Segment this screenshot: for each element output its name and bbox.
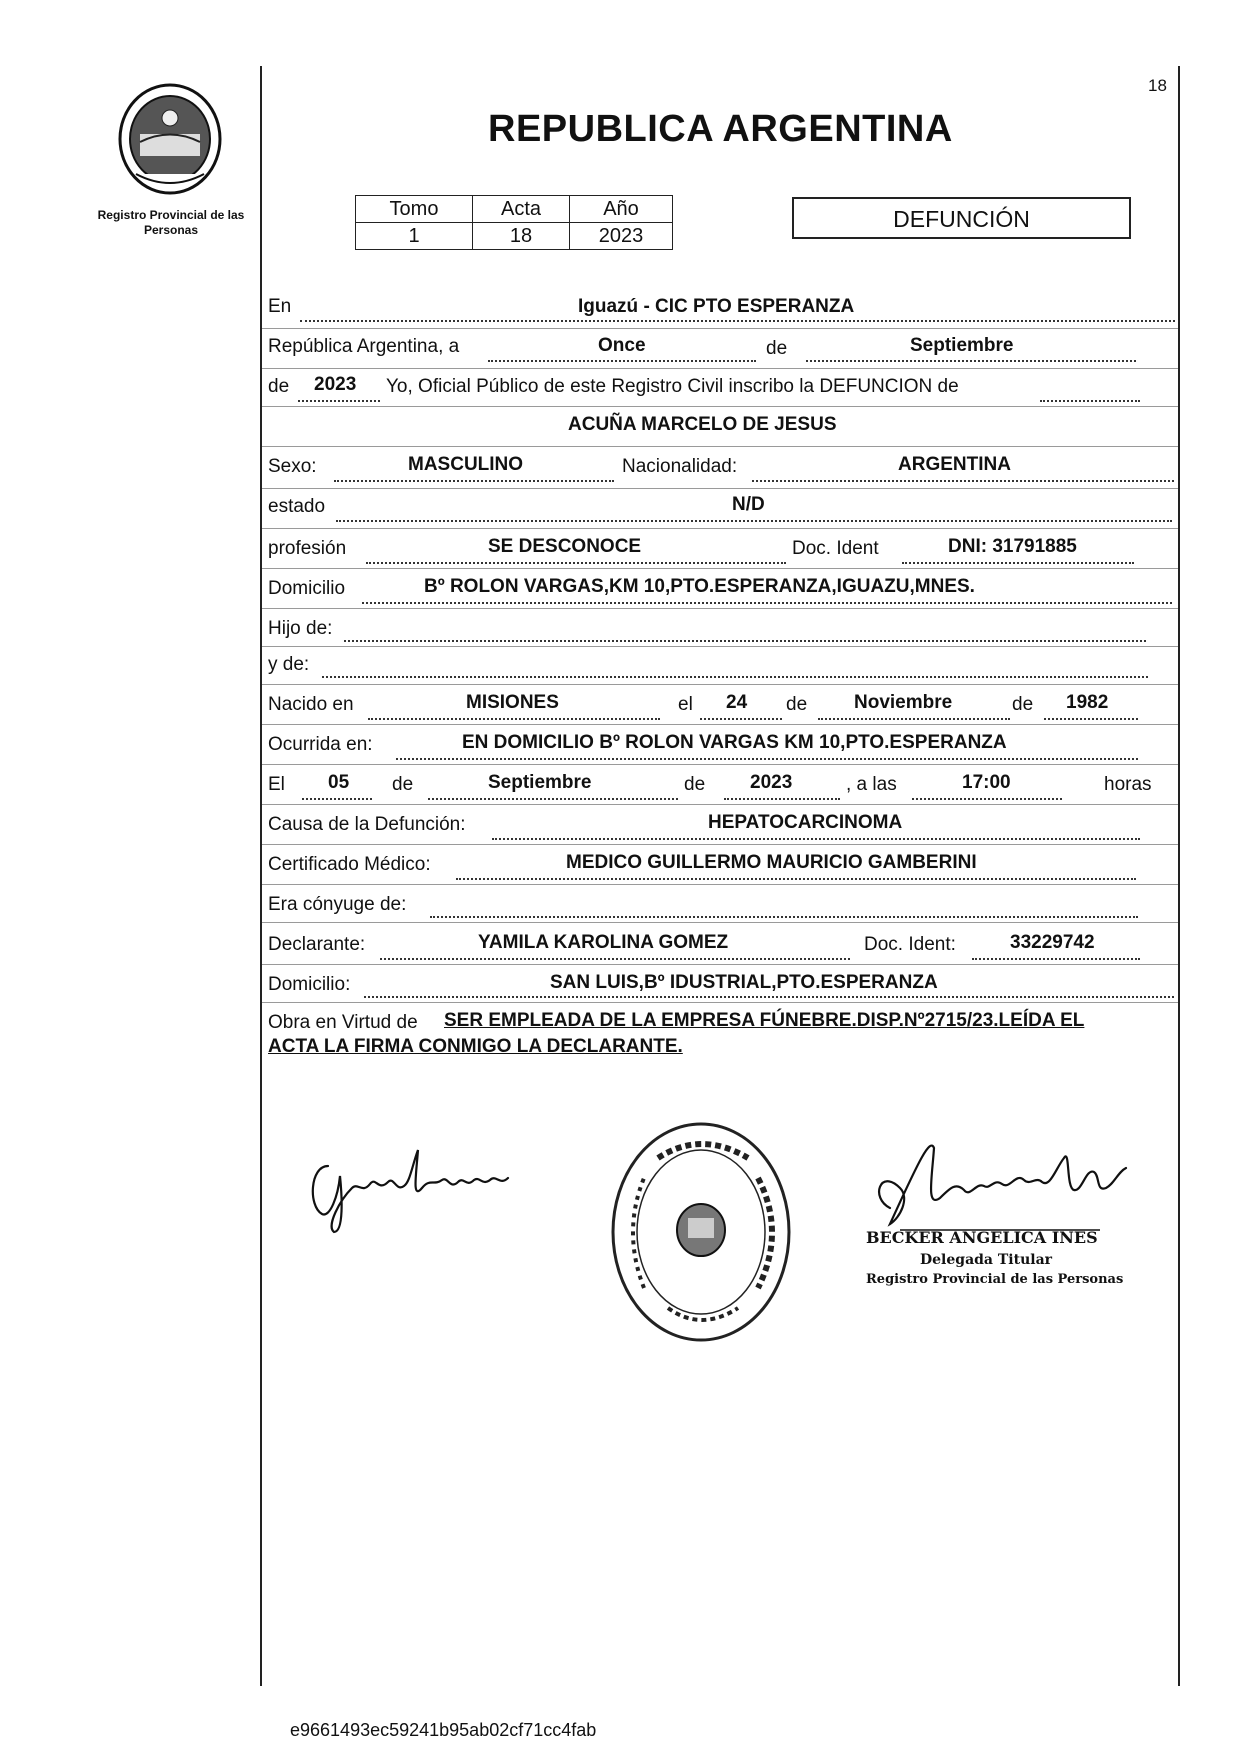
dotted-line xyxy=(336,520,1172,522)
cause-value: HEPATOCARCINOMA xyxy=(708,812,903,833)
dotted-line xyxy=(456,878,1136,880)
dotted-line xyxy=(902,562,1134,564)
dotted-line xyxy=(752,480,1174,482)
born-label: Nacido en xyxy=(268,694,354,715)
dotted-line xyxy=(492,838,1140,840)
born-place-value: MISIONES xyxy=(466,692,559,713)
ano-value: 2023 xyxy=(570,223,673,250)
dotted-line xyxy=(302,798,372,800)
hours-label: horas xyxy=(1104,774,1152,795)
declarant-address-value: SAN LUIS,Bº IDUSTRIAL,PTO.ESPERANZA xyxy=(550,972,938,993)
doc-value: DNI: 31791885 xyxy=(948,536,1077,557)
profession-value: SE DESCONOCE xyxy=(488,536,642,557)
dotted-line xyxy=(344,640,1146,642)
left-margin-rule xyxy=(260,66,262,1686)
official-name: BECKER ANGELICA INES xyxy=(866,1228,1098,1247)
declarant-doc-value: 33229742 xyxy=(1010,932,1095,953)
acta-value: 18 xyxy=(473,223,570,250)
born-day-value: 24 xyxy=(726,692,748,713)
act-type-box: DEFUNCIÓN xyxy=(792,197,1131,239)
born-de-label: de xyxy=(786,694,808,715)
dotted-line xyxy=(300,320,1175,322)
death-month-value: Septiembre xyxy=(488,772,592,793)
de-label: de xyxy=(766,338,788,359)
de-label: de xyxy=(268,376,290,397)
place-label: En xyxy=(268,296,292,317)
row-separator xyxy=(262,764,1178,765)
death-de-label: de xyxy=(392,774,414,795)
dotted-line xyxy=(334,480,614,482)
spouse-label: Era cónyuge de: xyxy=(268,894,407,915)
dotted-line xyxy=(806,360,1136,362)
born-el-label: el xyxy=(678,694,693,715)
address-value: Bº ROLON VARGAS,KM 10,PTO.ESPERANZA,IGUAZU,MNES. xyxy=(424,576,975,597)
dotted-line xyxy=(366,562,786,564)
row-separator xyxy=(262,446,1178,447)
row-separator xyxy=(262,724,1178,725)
basis-line-2: ACTA LA FIRMA CONMIGO LA DECLARANTE. xyxy=(268,1036,683,1057)
official-signature xyxy=(860,1128,1150,1240)
reference-table xyxy=(355,195,673,250)
child-of-label: Hijo de: xyxy=(268,618,333,639)
nationality-label: Nacionalidad: xyxy=(622,456,738,477)
dotted-line xyxy=(298,400,380,402)
intro-text: Yo, Oficial Público de este Registro Civil inscribo la DEFUNCION de xyxy=(386,376,959,397)
row-separator xyxy=(262,804,1178,805)
born-de-label: de xyxy=(1012,694,1034,715)
date-label: República Argentina, a xyxy=(268,336,460,357)
declarant-doc-label: Doc. Ident: xyxy=(864,934,956,955)
row-separator xyxy=(262,646,1178,647)
death-year-value: 2023 xyxy=(750,772,793,793)
basis-label: Obra en Virtud de xyxy=(268,1012,418,1033)
row-separator xyxy=(262,844,1178,845)
dotted-line xyxy=(430,916,1138,918)
dotted-line xyxy=(912,798,1062,800)
basis-line-1: SER EMPLEADA DE LA EMPRESA FÚNEBRE.DISP.Nº2715/23.LEÍDA EL xyxy=(444,1010,1085,1031)
province-emblem xyxy=(116,82,224,196)
row-separator xyxy=(262,528,1178,529)
declarant-label: Declarante: xyxy=(268,934,366,955)
certificate-label: Certificado Médico: xyxy=(268,854,431,875)
dotted-line xyxy=(724,798,840,800)
dotted-line xyxy=(380,958,850,960)
tomo-value: 1 xyxy=(356,223,473,250)
dotted-line xyxy=(972,958,1140,960)
dotted-line xyxy=(818,718,1010,720)
registry-caption: Registro Provincial de las Personas xyxy=(97,208,245,237)
born-year-value: 1982 xyxy=(1066,692,1109,713)
official-title: Delegada Titular xyxy=(920,1252,1053,1268)
death-el-label: El xyxy=(268,774,285,795)
page-title: REPUBLICA ARGENTINA xyxy=(488,108,953,150)
address-label: Domicilio xyxy=(268,578,346,599)
dotted-line xyxy=(700,718,782,720)
ano-header: Año xyxy=(570,196,673,223)
dotted-line xyxy=(362,602,1172,604)
dotted-line xyxy=(322,676,1148,678)
row-separator xyxy=(262,568,1178,569)
acta-header: Acta xyxy=(473,196,570,223)
row-separator xyxy=(262,368,1178,369)
death-time-value: 17:00 xyxy=(962,772,1011,793)
right-margin-rule xyxy=(1178,66,1180,1686)
dotted-line xyxy=(428,798,678,800)
certificate-value: MEDICO GUILLERMO MAURICIO GAMBERINI xyxy=(566,852,977,873)
deceased-name: ACUÑA MARCELO DE JESUS xyxy=(568,414,837,435)
row-separator xyxy=(262,1002,1178,1003)
official-stamp xyxy=(608,1118,794,1346)
doc-label: Doc. Ident xyxy=(792,538,879,559)
death-de-label: de xyxy=(684,774,706,795)
row-separator xyxy=(262,964,1178,965)
dotted-line xyxy=(488,360,756,362)
place-value: Iguazú - CIC PTO ESPERANZA xyxy=(578,296,855,317)
occurred-label: Ocurrida en: xyxy=(268,734,373,755)
sex-value: MASCULINO xyxy=(408,454,524,475)
month-value: Septiembre xyxy=(910,335,1014,356)
row-separator xyxy=(262,684,1178,685)
declarant-value: YAMILA KAROLINA GOMEZ xyxy=(478,932,729,953)
death-day-value: 05 xyxy=(328,772,350,793)
page-number: 18 xyxy=(1148,76,1167,95)
dotted-line xyxy=(1044,718,1138,720)
dotted-line xyxy=(1040,400,1140,402)
row-separator xyxy=(262,922,1178,923)
official-office: Registro Provincial de las Personas xyxy=(866,1272,1124,1287)
cause-label: Causa de la Defunción: xyxy=(268,814,466,835)
row-separator xyxy=(262,488,1178,489)
civil-status-value: N/D xyxy=(732,494,765,515)
born-month-value: Noviembre xyxy=(854,692,953,713)
nationality-value: ARGENTINA xyxy=(898,454,1011,475)
row-separator xyxy=(262,608,1178,609)
row-separator xyxy=(262,328,1178,329)
dotted-line xyxy=(396,758,1138,760)
profession-label: profesión xyxy=(268,538,347,559)
document-hash: e9661493ec59241b95ab02cf71cc4fab xyxy=(290,1720,597,1740)
tomo-header: Tomo xyxy=(356,196,473,223)
row-separator xyxy=(262,406,1178,407)
and-label: y de: xyxy=(268,654,310,675)
row-separator xyxy=(262,884,1178,885)
declarant-signature xyxy=(300,1136,530,1236)
dotted-line xyxy=(368,718,660,720)
year-value: 2023 xyxy=(314,374,357,395)
sex-label: Sexo: xyxy=(268,456,317,477)
occurred-value: EN DOMICILIO Bº ROLON VARGAS KM 10,PTO.ESPERANZA xyxy=(462,732,1007,753)
civil-status-label: estado xyxy=(268,496,326,517)
day-value: Once xyxy=(598,335,646,356)
dotted-line xyxy=(364,996,1174,998)
declarant-address-label: Domicilio: xyxy=(268,974,351,995)
at-label: , a las xyxy=(846,774,897,795)
